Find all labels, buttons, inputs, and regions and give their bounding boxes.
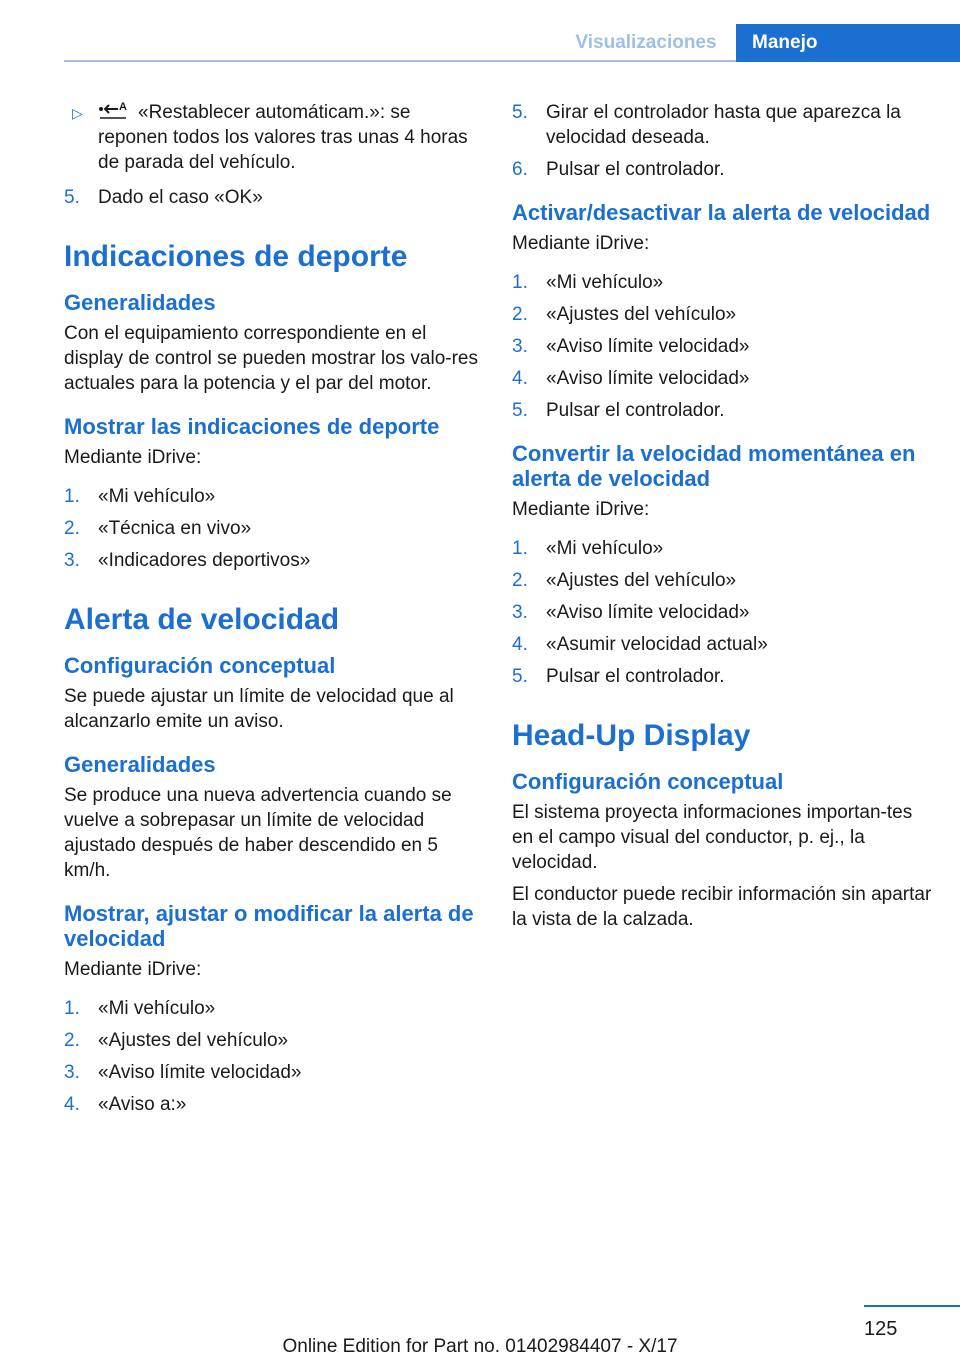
step-text: «Ajustes del vehículo» bbox=[98, 1030, 289, 1051]
step-number: 3. bbox=[64, 550, 80, 571]
idrive-intro: Mediante iDrive: bbox=[512, 499, 650, 520]
svg-text:A: A bbox=[119, 101, 127, 113]
subsection-activate-alert: Activar/desactivar la alerta de velocidad bbox=[512, 200, 931, 225]
modify-steps-list bbox=[64, 996, 484, 1117]
list-item bbox=[64, 1028, 484, 1053]
list-item bbox=[64, 1060, 484, 1085]
step-number: 4. bbox=[512, 634, 528, 655]
step-text: Pulsar el controlador. bbox=[546, 666, 725, 687]
paragraph-hud-1: El sistema proyecta informaciones importan-tes en el campo visual del conductor, p. ej., la velocidad. bbox=[512, 802, 913, 873]
list-item bbox=[512, 157, 932, 182]
section-title-speed-alert: Alerta de velocidad bbox=[64, 603, 340, 636]
step-text: «Mi vehículo» bbox=[546, 538, 664, 559]
list-item bbox=[64, 548, 484, 573]
step-text: Dado el caso «OK» bbox=[98, 187, 263, 208]
reset-bullet-text: «Restablecer automáticam.»: se reponen todos los valores tras unas 4 horas de parada del vehículo. bbox=[98, 102, 468, 173]
step-text: «Mi vehículo» bbox=[98, 486, 216, 507]
idrive-intro: Mediante iDrive: bbox=[64, 959, 202, 980]
list-item bbox=[512, 600, 932, 625]
subsection-concept-2: Configuración conceptual bbox=[512, 769, 784, 794]
list-item bbox=[512, 270, 932, 295]
tab-visualizaciones[interactable]: Visualizaciones bbox=[575, 32, 717, 53]
step-number: 6. bbox=[512, 159, 528, 180]
list-item bbox=[512, 664, 932, 689]
step-number: 5. bbox=[512, 666, 528, 687]
step-number: 2. bbox=[512, 304, 528, 325]
step-number: 1. bbox=[512, 272, 528, 293]
footer-edition: Online Edition for Part no. 01402984407 - X/17 bbox=[282, 1336, 678, 1357]
list-item bbox=[64, 484, 484, 509]
step-number: 1. bbox=[64, 998, 80, 1019]
step-number: 1. bbox=[64, 486, 80, 507]
list-item bbox=[512, 100, 932, 150]
step-text: «Indicadores deportivos» bbox=[98, 550, 311, 571]
step-text: «Mi vehículo» bbox=[98, 998, 216, 1019]
step-text: «Aviso límite velocidad» bbox=[546, 368, 750, 389]
reset-arrow-icon bbox=[98, 100, 128, 120]
paragraph-general: Con el equipamiento correspondiente en el display de control se pueden mostrar los valo-res actuales para la potencia y el par del motor. bbox=[64, 323, 478, 394]
reset-bullet bbox=[64, 100, 484, 175]
step-number: 3. bbox=[64, 1062, 80, 1083]
left-column bbox=[64, 100, 484, 1124]
list-item bbox=[512, 568, 932, 593]
step-text: «Técnica en vivo» bbox=[98, 518, 252, 539]
step-text: «Ajustes del vehículo» bbox=[546, 570, 737, 591]
step-number: 3. bbox=[512, 336, 528, 357]
idrive-intro: Mediante iDrive: bbox=[64, 447, 202, 468]
section-title-sport: Indicaciones de deporte bbox=[64, 240, 408, 273]
paragraph-concept: Se puede ajustar un límite de velocidad que al alcanzarlo emite un aviso. bbox=[64, 686, 454, 732]
subsection-convert-speed: Convertir la velocidad momentánea en alerta de velocidad bbox=[512, 441, 916, 491]
list-item bbox=[512, 334, 932, 359]
subsection-general-2: Generalidades bbox=[64, 752, 216, 777]
sport-steps-list bbox=[64, 484, 484, 573]
list-item bbox=[64, 185, 484, 210]
step-text: «Aviso límite velocidad» bbox=[546, 336, 750, 357]
list-item bbox=[512, 536, 932, 561]
paragraph-hud-2: El conductor puede recibir información sin apartar la vista de la calzada. bbox=[512, 884, 932, 930]
step-text: «Mi vehículo» bbox=[546, 272, 664, 293]
list-item bbox=[512, 366, 932, 391]
step-number: 2. bbox=[512, 570, 528, 591]
section-title-hud: Head-Up Display bbox=[512, 719, 751, 752]
idrive-intro: Mediante iDrive: bbox=[512, 233, 650, 254]
step-number: 1. bbox=[512, 538, 528, 559]
step-number: 2. bbox=[64, 1030, 80, 1051]
tab-manejo[interactable]: Manejo bbox=[736, 24, 960, 62]
list-item bbox=[64, 1092, 484, 1117]
list-item bbox=[64, 996, 484, 1021]
step-text: «Ajustes del vehículo» bbox=[546, 304, 737, 325]
step-text: «Aviso límite velocidad» bbox=[546, 602, 750, 623]
subsection-modify-alert: Mostrar, ajustar o modificar la alerta de velocidad bbox=[64, 901, 474, 951]
right-column bbox=[512, 100, 932, 932]
list-item bbox=[512, 302, 932, 327]
continued-steps-list bbox=[512, 100, 932, 182]
subsection-concept: Configuración conceptual bbox=[64, 653, 336, 678]
activate-steps-list bbox=[512, 270, 932, 423]
step-number: 4. bbox=[64, 1094, 80, 1115]
step-text: «Asumir velocidad actual» bbox=[546, 634, 768, 655]
triangle-bullet-icon: ▷ bbox=[72, 105, 83, 121]
step-number: 5. bbox=[512, 400, 528, 421]
convert-steps-list bbox=[512, 536, 932, 689]
list-item bbox=[512, 632, 932, 657]
step-text: «Aviso límite velocidad» bbox=[98, 1062, 302, 1083]
step-number: 4. bbox=[512, 368, 528, 389]
paragraph-general-2: Se produce una nueva advertencia cuando se vuelve a sobrepasar un límite de velocidad ajustado después de haber descendido en 5 km/h. bbox=[64, 785, 452, 881]
step-text: «Aviso a:» bbox=[98, 1094, 187, 1115]
page-number: 125 bbox=[864, 1318, 898, 1340]
step-number: 3. bbox=[512, 602, 528, 623]
list-item bbox=[512, 398, 932, 423]
step-text: Girar el controlador hasta que aparezca la velocidad deseada. bbox=[546, 102, 901, 148]
subsection-general: Generalidades bbox=[64, 290, 216, 315]
step-text: Pulsar el controlador. bbox=[546, 400, 725, 421]
step-number: 5. bbox=[64, 187, 80, 208]
list-item bbox=[64, 516, 484, 541]
step-number: 5. bbox=[512, 102, 528, 123]
page-number-rule bbox=[864, 1305, 960, 1307]
step-text: Pulsar el controlador. bbox=[546, 159, 725, 180]
step-number: 2. bbox=[64, 518, 80, 539]
subsection-show-sport: Mostrar las indicaciones de deporte bbox=[64, 414, 440, 439]
